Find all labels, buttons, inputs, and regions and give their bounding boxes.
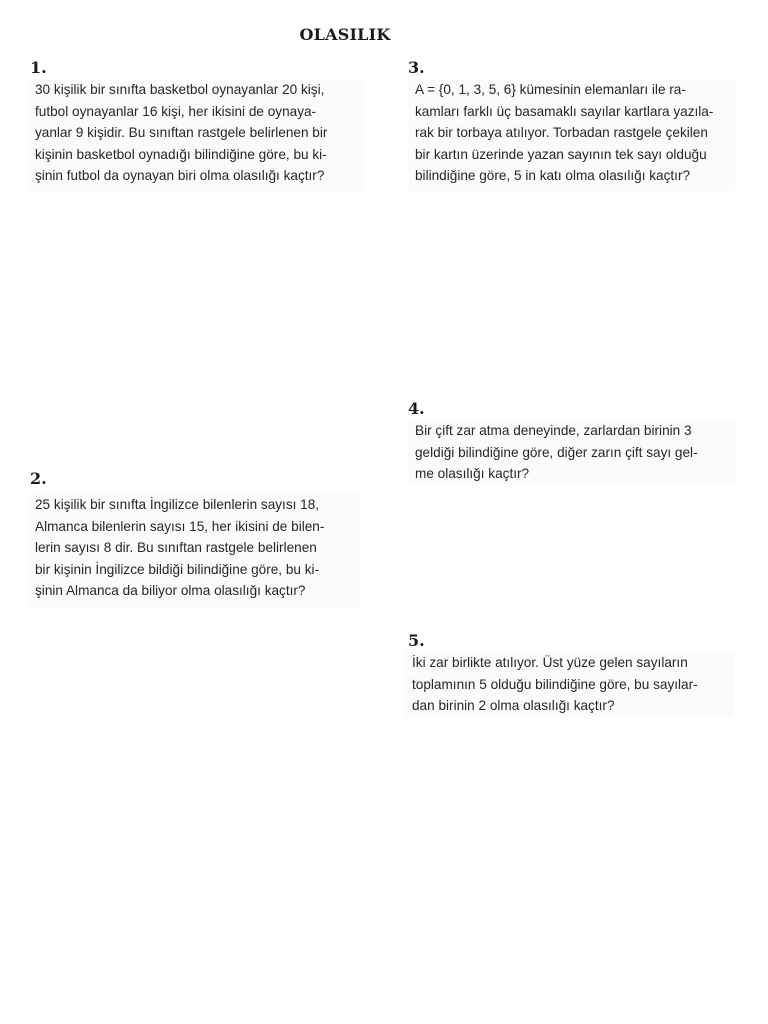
- question-3-line: rak bir torbaya atılıyor. Torbadan rastgele çekilen: [415, 125, 708, 140]
- question-text-3: [407, 79, 735, 191]
- question-1-line: 30 kişilik bir sınıfta basketbol oynayanlar 20 kişi,: [35, 82, 325, 97]
- question-5-line: İki zar birlikte atılıyor. Üst yüze gelen sayıların: [412, 655, 688, 670]
- question-5-line: toplamının 5 olduğu bilindiğine göre, bu sayılar-: [412, 676, 698, 692]
- question-number-3: 3.: [408, 58, 425, 77]
- question-2-line: lerin sayısı 8 dir. Bu sınıftan rastgele belirlenen: [35, 540, 317, 555]
- question-text-4: [407, 420, 735, 486]
- question-3-line: A = {0, 1, 3, 5, 6} kümesinin elemanları ile ra-: [415, 82, 686, 97]
- question-number-5: 5.: [408, 631, 425, 650]
- question-4-line: Bir çift zar atma deneyinde, zarlardan birinin 3: [415, 423, 692, 438]
- question-2-line: Almanca bilenlerin sayısı 15, her ikisini de bilen-: [35, 518, 325, 534]
- question-text-2: [27, 494, 361, 608]
- question-number-4: 4.: [408, 399, 425, 418]
- question-text-5: [404, 652, 734, 718]
- question-4-line: geldiği bilindiğine göre, diğer zarın çift sayı gel-: [415, 444, 698, 460]
- question-1-line: futbol oynayanlar 16 kişi, her ikisini de oynaya-: [35, 103, 317, 119]
- question-2-line: 25 kişilik bir sınıfta İngilizce bilenlerin sayısı 18,: [35, 497, 320, 512]
- question-1-line: yanlar 9 kişidir. Bu sınıftan rastgele belirlenen bir: [35, 125, 328, 140]
- question-5-line: dan birinin 2 olma olasılığı kaçtır?: [412, 698, 615, 713]
- question-text-1: [27, 79, 365, 191]
- question-3-line: kamları farklı üç basamaklı sayılar kartlara yazıla-: [415, 103, 714, 119]
- question-number-2: 2.: [30, 469, 47, 488]
- question-1-line: şinin futbol da oynayan biri olma olasılığı kaçtır?: [35, 168, 325, 183]
- question-3-line: bir kartın üzerinde yazan sayının tek sayı olduğu: [415, 146, 707, 162]
- question-1-line: kişinin basketbol oynadığı bilindiğine göre, bu ki-: [35, 146, 327, 162]
- question-2-line: bir kişinin İngilizce bildiği bilindiğine göre, bu ki-: [35, 561, 320, 577]
- page-title: OLASILIK: [299, 25, 391, 44]
- question-number-1: 1.: [30, 58, 47, 77]
- question-2-line: şinin Almanca da biliyor olma olasılığı kaçtır?: [35, 583, 306, 598]
- question-3-line: bilindiğine göre, 5 in katı olma olasılığı kaçtır?: [415, 168, 691, 183]
- question-4-line: me olasılığı kaçtır?: [415, 466, 530, 481]
